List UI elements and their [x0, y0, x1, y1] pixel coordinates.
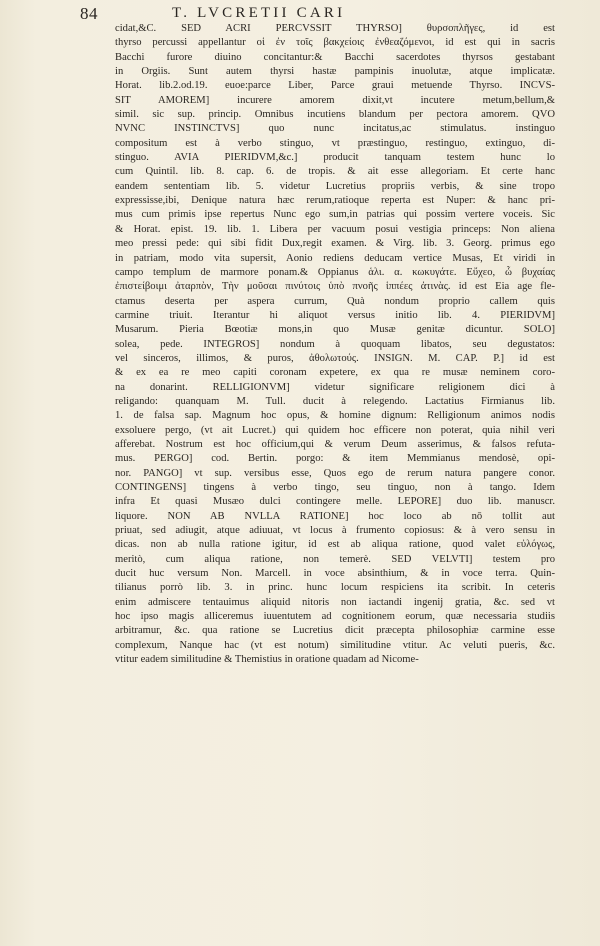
text-line: dicas. non ab nulla ratione igitur, id est ab aliqua ratione, quod valet εὐλόγως,: [115, 539, 555, 551]
text-line: religando: quanquam M. Tull. ducit à relegendo. Lactatius Firmianus lib.: [115, 395, 555, 407]
text-line: liquore. NON AB NVLLA RATIONE] hoc loco ab nō tollit aut: [115, 510, 555, 522]
text-line: & Horat. epist. 19. lib. 1. Libera per vacuum posui vestigia princeps: Non aliena: [115, 223, 555, 235]
text-line: in patriam, modo vita supersit, Aonio rediens deducam vertice Musas, Et viridi in: [115, 252, 555, 264]
running-title: T. LVCRETII CARI: [172, 5, 346, 21]
text-line: & ex ea re meo capiti coronam expetere, ex qua re musæ neminem coro-: [115, 367, 555, 379]
text-line: infra Et quasi Musæo dulci contingere melle. LEPORE] duo lib. manuscr.: [115, 496, 555, 508]
text-line: ἐπιστείβοιμι ἀταρπὸν, Τὴν μοῦσαι πινύτοις ὑπὸ πνοῆς ἱππέες ἀτινὰς. id est Eia age fle-: [115, 281, 555, 293]
text-line: 1. de falsa sap. Magnum hoc opus, & homine dignum: Relligionum animos nodis: [115, 410, 555, 422]
text-line: complexum, Nanque hac (vt est notum) similitudine vtitur. Ac veluti pueris, &c.: [115, 639, 555, 651]
text-line: mus cum primis ipse repertus Nunc ego sum,in patrias qui possim vertere voceis. Sic: [115, 209, 555, 221]
text-line: mus. PERGO] cod. Bertin. porgo: & item Memmianus mendosè, opi-: [115, 453, 555, 465]
text-line: tilianus porrò lib. 3. in princ. hunc locum respiciens ita scribit. In ceteris: [115, 582, 555, 594]
text-line: cidat,&C. SED ACRI PERCVSSIT THYRSO] θυρσοπλῆγες, id est: [115, 23, 555, 34]
text-line: SIT AMOREM] incurere amorem dixit,vt incutere metum,bellum,&: [115, 94, 555, 106]
text-line: in Orgiis. Sunt autem thyrsi hastæ pampinis inuolutæ, atque implicatæ.: [115, 66, 555, 78]
text-line: arbitramur, &c. qua ratione se Lucretius dicit præcepta philosophiæ carmine esse: [115, 625, 555, 637]
text-line: Horat. lib.2.od.19. euoe:parce Liber, Parce graui metuende Thyrso. INCVS-: [115, 80, 555, 92]
text-line: NVNC INSTINCTVS] quo nunc incitatus,ac stimulatus. instinguo: [115, 123, 555, 135]
text-line: compositum est à verbo stinguo, vt præstinguo, restinguo, extinguo, di-: [115, 137, 555, 149]
text-line: meritò, cum aliqua ratione, non temerè. SED VELVTI] testem pro: [115, 553, 555, 565]
text-line: ducit huc versum Non. Marcell. in voce absinthium, & in voce terra. Quin-: [115, 568, 555, 580]
text-line: afferebat. Nostrum est hoc officium,qui & verum Deum asserimus, & falsos refuta-: [115, 438, 555, 450]
text-line: na donarint. RELLIGIONVM] videtur significare religionem dici à: [115, 381, 555, 393]
text-line: ctamus deserta per aspera currum, Quà nondum proprio callem quis: [115, 295, 555, 307]
commentary-text: [115, 22, 555, 667]
text-line: Musarum. Pieria Bœotiæ mons,in quo Musæ genitæ dicuntur. SOLO]: [115, 324, 555, 336]
text-line: carmine triuit. Iterantur hi aliquot versus initio lib. 4. PIERIDVM]: [115, 309, 555, 321]
text-line: vtitur eadem similitudine & Themistius in oratione quadam ad Nicome-: [115, 654, 419, 666]
text-line: solea, pede. INTEGROS] nondum à quoquam libatos, seu degustatos:: [115, 338, 555, 350]
text-line: campo templum de marmore ponam.& Oppianus ἁλι. α. κωκυγάτε. Εὔχεο, ὦ βυχαίας: [115, 266, 555, 278]
text-line: simil. sic sup. princip. Omnibus incutiens blandum per pectora amorem. QVO: [115, 109, 555, 121]
text-line: exsoluere pergo, (vt ait Lucret.) qui quidem hoc efficere non poterat, quia nihil veri: [115, 424, 555, 436]
text-line: expressisse,ibi, Denique natura hæc rerum,ratioque reperta est Nuper: & hanc pri-: [115, 195, 555, 207]
text-line: vel sinceros, illimos, & puros, ἀθολωτούς. INSIGN. M. CAP. P.] id est: [115, 352, 555, 364]
page-number: 84: [80, 4, 98, 23]
text-line: meo pressi pede: qui sibi fidit Dux,regit examen. & Virg. lib. 3. Georg. primus ego: [115, 238, 555, 250]
text-line: CONTINGENS] tingens à verbo tingo, seu tinguo, non à tango. Idem: [115, 482, 555, 493]
text-line: cum Quintil. lib. 8. cap. 6. de tropis. & ait esse allegoriam. Et certe hanc: [115, 166, 555, 178]
text-line: Bacchi furore diuino concitantur:& Bacchi sacerdotes thyrsos gestabant: [115, 51, 555, 63]
text-line: thyrso percussi appellantur οἱ ἐν τοῖς βακχείοις ἐνθεαζόμενοι, id est qui in sacris: [115, 37, 555, 49]
text-line: stinguo. AVIA PIERIDVM,&c.] producit tanquam testem hunc lo: [115, 152, 555, 164]
text-line: priuat, sed adiugit, atque adiuuat, vt locus à frumento copiosus: & à vero sensu in: [115, 525, 555, 537]
text-line: hoc ipso magis alliceremus iuuentutem ad cognitionem eorum, quæ necessaria studiis: [115, 611, 555, 623]
text-line: enim admiscere tentauimus aliquid nitoris non iactandi ingenij gratia, &c. sed vt: [115, 596, 555, 608]
text-line: nor. PANGO] vt sup. versibus esse, Quos ego de rerum natura pangere conor.: [115, 467, 555, 479]
text-line: eandem sententiam lib. 5. videtur Lucretius propriis verbis, & sine tropo: [115, 180, 555, 192]
